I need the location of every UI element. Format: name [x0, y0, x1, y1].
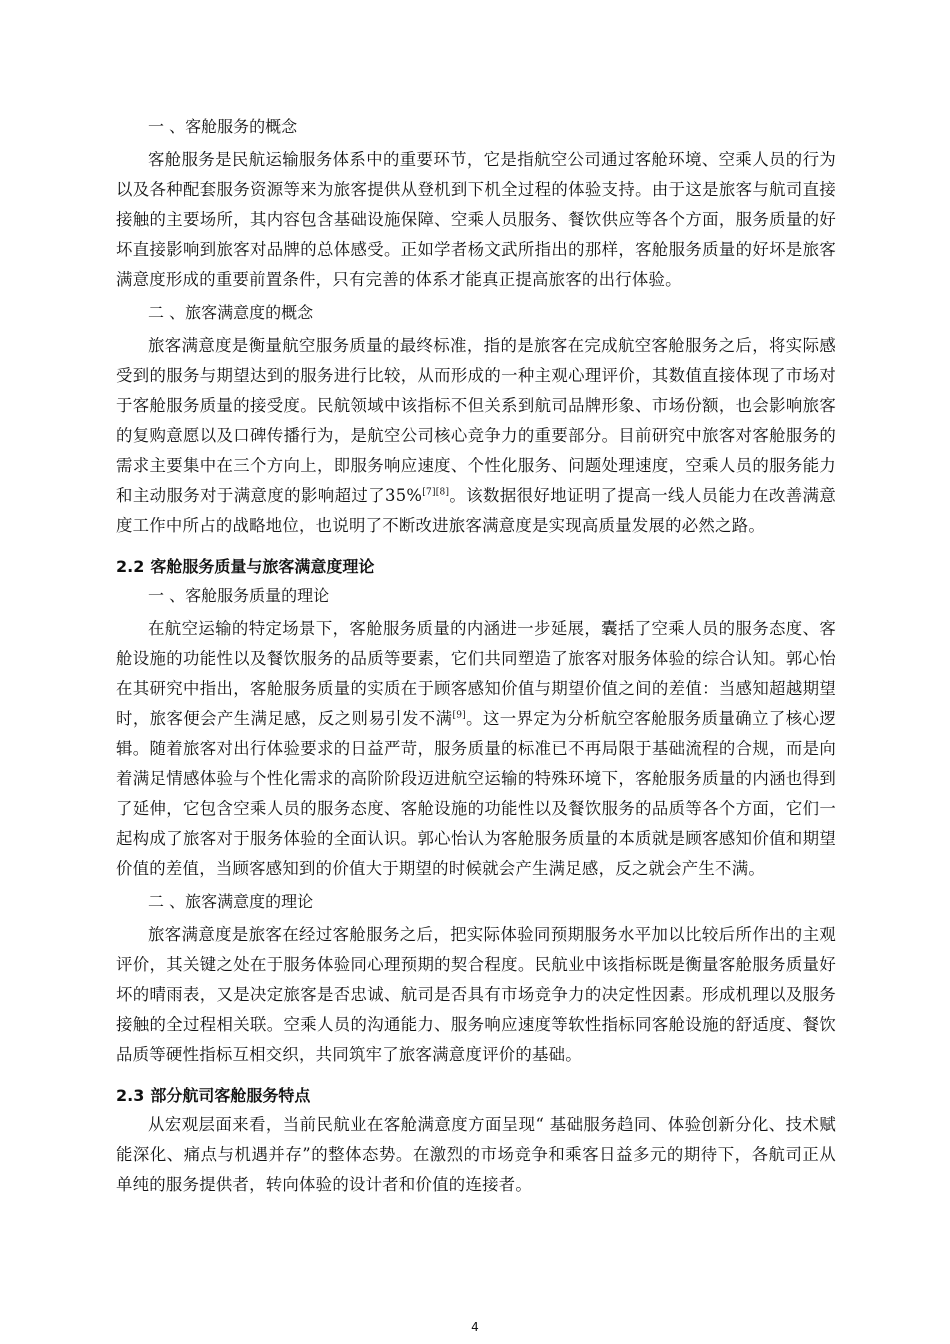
- citation-7-8: [7][8]: [422, 487, 450, 498]
- paragraph-satisfaction-concept: [116, 331, 836, 541]
- paragraph-airline-features: 从宏观层面来看，当前民航业在客舱满意度方面呈现“ 基础服务趋同、体验创新分化、技术赋能深化、痛点与机遇并存”的整体态势。在激烈的市场竞争和乘客日益多元的期待下，各航司正从单纯的服务提供者，转向体验的设计者和价值的连接者。: [116, 1115, 836, 1194]
- paragraph-satisfaction-theory: 旅客满意度是旅客在经过客舱服务之后，把实际体验同预期服务水平加以比较后所作出的主观评价，其关键之处在于服务体验同心理预期的契合程度。民航业中该指标既是衡量客舱服务质量好坏的晴雨表，又是决定旅客是否忠诚、航司是否具有市场竞争力的决定性因素。形成机理以及服务接触的全过程相关联。空乘人员的沟通能力、服务响应速度等软性指标同客舱设施的舒适度、餐饮品质等硬性指标互相交织，共同筑牢了旅客满意度评价的基础。: [116, 925, 836, 1064]
- paragraph-cabin-service-concept: 客舱服务是民航运输服务体系中的重要环节，它是指航空公司通过客舱环境、空乘人员的行为以及各种配套服务资源等来为旅客提供从登机到下机全过程的体验支持。由于这是旅客与航司直接接触的主要场所，其内容包含基础设施保障、空乘人员服务、餐饮供应等各个方面，服务质量的好坏直接影响到旅客对品牌的总体感受。正如学者杨文武所指出的那样，客舱服务质量的好坏是旅客满意度形成的重要前置条件，只有完善的体系才能真正提高旅客的出行体验。: [116, 150, 836, 289]
- section-title: 部分航司客舱服务特点: [150, 1086, 311, 1105]
- subheading-quality-theory: 一 、客舱服务质量的理论: [148, 586, 330, 605]
- citation-9: [9]: [452, 710, 466, 721]
- paragraph-text: 在航空运输的特定场景下，客舱服务质量的内涵进一步延展，囊括了空乘人员的服务态度、客舱设施的功能性以及餐饮服务的品质等要素，它们共同塑造了旅客对服务体验的综合认知。郭心怡在其研究中指出，客舱服务质量的实质在于顾客感知价值与期望价值之间的差值：当感知超越期望时，旅客便会产生满足感，反之则易引发不满: [116, 619, 836, 728]
- section-title: 客舱服务质量与旅客满意度理论: [150, 557, 375, 576]
- section-heading-2-3: [116, 1082, 836, 1110]
- page-number: 4: [471, 1320, 479, 1334]
- section-number: 2.3: [116, 1086, 145, 1105]
- section-heading-2-2: [116, 553, 836, 581]
- paragraph-text: 。这一界定为分析航空客舱服务质量确立了核心逻辑。随着旅客对出行体验要求的日益严苛，服务质量的标准已不再局限于基础流程的合规，而是向着满足情感体验与个性化需求的高阶阶段迈进航空运输的特殊环境下，客舱服务质量的内涵也得到了延伸，它包含空乘人员的服务态度、客舱设施的功能性以及餐饮服务的品质等各个方面，它们一起构成了旅客对于服务体验的全面认识。郭心怡认为客舱服务质量的本质就是顾客感知价值和期望价值的差值，当顾客感知到的价值大于期望的时候就会产生满足感，反之就会产生不满。: [116, 709, 837, 878]
- subheading-satisfaction-theory: 二 、旅客满意度的理论: [148, 892, 314, 911]
- paragraph-text: 。该数据很好地证明了提高一线人员能力在改善满意度工作中所占的战略地位，也说明了不断改进旅客满意度是实现高质量发展的必然之路。: [116, 486, 836, 535]
- page-body: [116, 112, 836, 1200]
- subheading-satisfaction-concept: 二 、旅客满意度的概念: [148, 303, 314, 322]
- paragraph-text: 旅客满意度是衡量航空服务质量的最终标准，指的是旅客在完成航空客舱服务之后，将实际感受到的服务与期望达到的服务进行比较，从而形成的一种主观心理评价，其数值直接体现了市场对于客舱服务质量的接受度。民航领域中该指标不但关系到航司品牌形象、市场份额，也会影响旅客的复购意愿以及口碑传播行为，是航空公司核心竞争力的重要部分。目前研究中旅客对客舱服务的需求主要集中在三个方向上，即服务响应速度、个性化服务、问题处理速度，空乘人员的服务能力和主动服务对于满意度的影响超过了35%: [116, 336, 836, 505]
- subheading-cabin-service-concept: 一 、客舱服务的概念: [148, 117, 298, 136]
- section-number: 2.2: [116, 557, 145, 576]
- paragraph-quality-theory: [116, 614, 836, 884]
